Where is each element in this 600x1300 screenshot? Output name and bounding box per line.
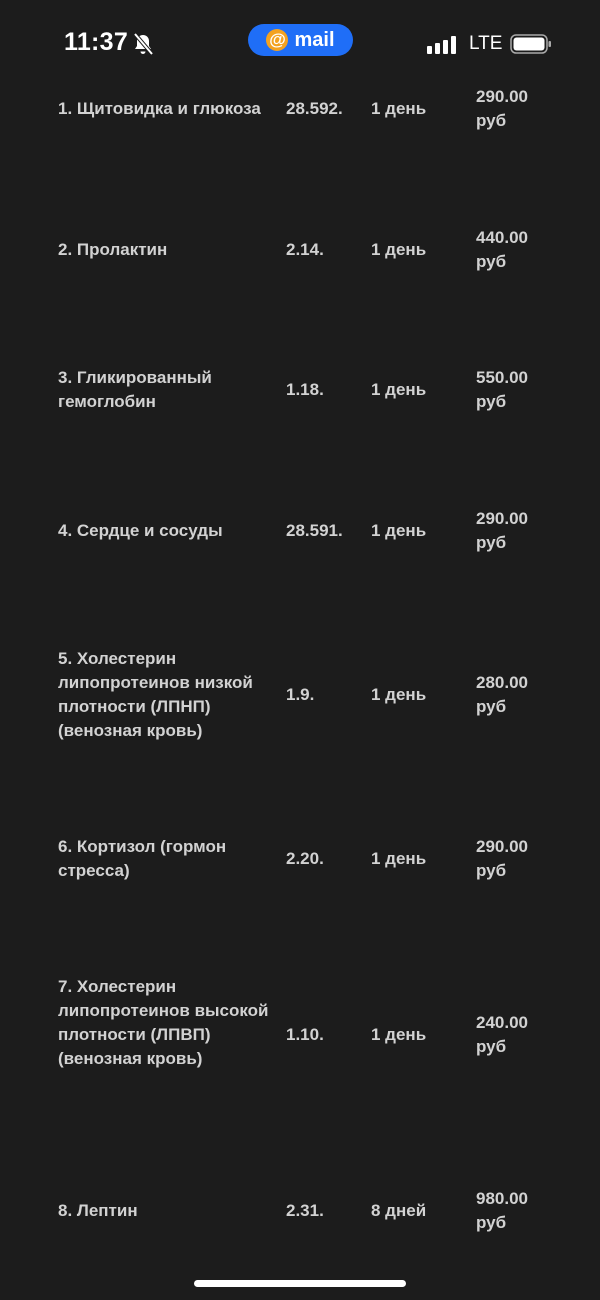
item-code: 28.592.	[286, 99, 343, 118]
item-duration: 8 дней	[371, 1201, 427, 1220]
item-name: 4. Сердце и сосуды	[58, 521, 223, 540]
network-type: LTE	[469, 33, 503, 54]
item-duration: 1 день	[371, 521, 427, 540]
item-price: 550.00	[476, 368, 528, 387]
mail-app-label: mail	[294, 28, 335, 51]
item-currency: руб	[476, 392, 507, 411]
item-code: 1.9.	[286, 685, 315, 704]
bell-muted-icon	[132, 32, 154, 56]
mail-app-pill[interactable]	[248, 24, 353, 56]
item-duration: 1 день	[371, 685, 427, 704]
item-price: 290.00	[476, 837, 528, 856]
status-bar	[0, 0, 600, 90]
battery-icon	[510, 34, 552, 54]
home-indicator[interactable]	[194, 1280, 406, 1287]
item-price: 280.00	[476, 673, 528, 692]
item-name: 2. Пролактин	[58, 240, 168, 259]
cellular-signal-icon	[427, 36, 459, 54]
item-currency: руб	[476, 861, 507, 880]
item-price: 980.00	[476, 1189, 528, 1208]
item-name: 6. Кортизол (гормон стресса)	[58, 837, 227, 880]
item-code: 2.31.	[286, 1201, 324, 1220]
item-name: 7. Холестерин липопротеинов высокой плотности (ЛПВП) (венозная кровь)	[58, 977, 269, 1068]
item-duration: 1 день	[371, 380, 427, 399]
item-price: 240.00	[476, 1013, 528, 1032]
item-name: 5. Холестерин липопротеинов низкой плотности (ЛПНП) (венозная кровь)	[58, 649, 253, 740]
item-currency: руб	[476, 1213, 507, 1232]
item-name: 1. Щитовидка и глюкоза	[58, 99, 261, 118]
item-price: 290.00	[476, 509, 528, 528]
item-duration: 1 день	[371, 1025, 427, 1044]
item-code: 1.10.	[286, 1025, 324, 1044]
item-currency: руб	[476, 111, 507, 130]
item-code: 1.18.	[286, 380, 324, 399]
item-price: 290.00	[476, 87, 528, 106]
item-currency: руб	[476, 697, 507, 716]
item-price: 440.00	[476, 228, 528, 247]
item-duration: 1 день	[371, 240, 427, 259]
at-sign-icon: @	[266, 29, 288, 51]
item-code: 2.20.	[286, 849, 324, 868]
clock: 11:37	[64, 28, 129, 56]
item-code: 2.14.	[286, 240, 324, 259]
item-code: 28.591.	[286, 521, 343, 540]
item-name: 8. Лептин	[58, 1201, 138, 1220]
item-duration: 1 день	[371, 849, 427, 868]
item-name: 3. Гликированный гемоглобин	[58, 368, 212, 411]
item-duration: 1 день	[371, 99, 427, 118]
item-currency: руб	[476, 252, 507, 271]
item-currency: руб	[476, 1037, 507, 1056]
item-currency: руб	[476, 533, 507, 552]
